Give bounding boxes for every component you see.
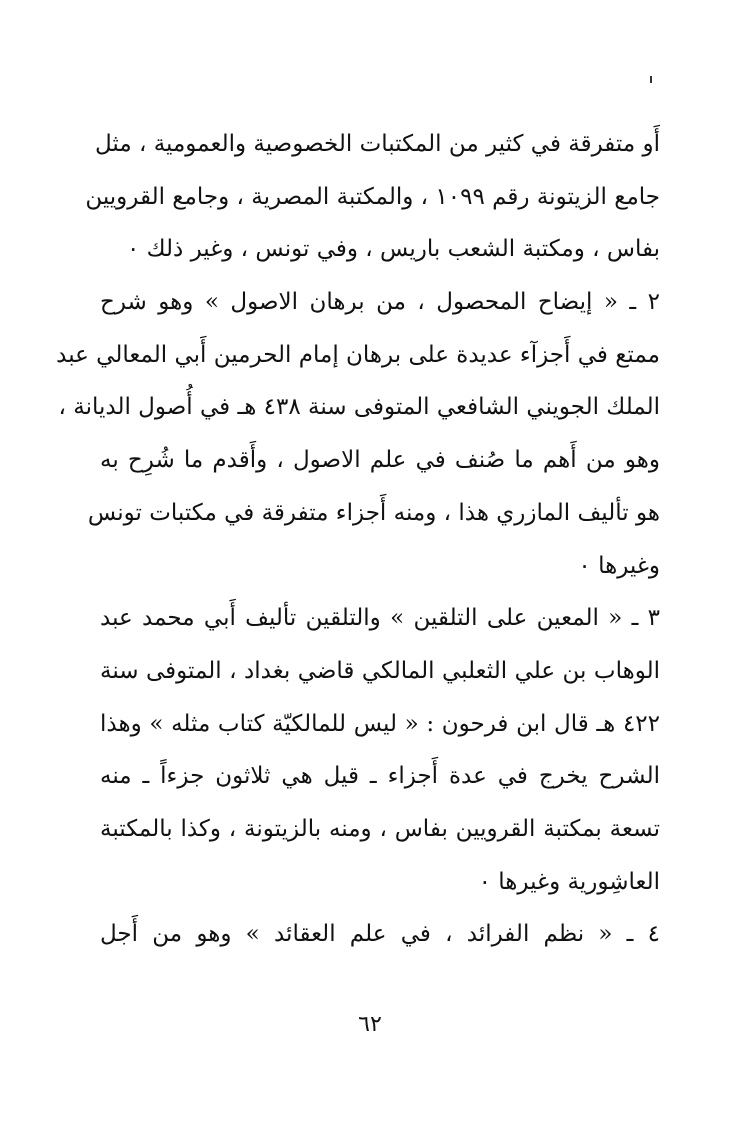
text-line: وغيرها ٠: [578, 552, 660, 579]
text-line: تسعة بمكتبة القرويين بفاس ، ومنه بالزيتونة ، وكذا بالمكتبة: [100, 815, 660, 842]
text-line: جامع الزيتونة رقم ١٠٩٩ ، والمكتبة المصرية ، وجامع القرويين: [85, 183, 660, 210]
text-line: ممتع في أَجزآء عديدة على برهان إمام الحرمين أَبي المعالي عبد: [56, 341, 660, 368]
body-text: [56, 118, 660, 961]
text-line: الشرح يخرج في عدة أَجزاء ـ قيل هي ثلاثون جزءاً ـ منه: [100, 763, 660, 790]
page-number: ٦٢: [358, 1012, 382, 1037]
text-line: ٢ ـ « إيضاح المحصول ، من برهان الاصول » وهو شرح: [100, 289, 660, 316]
text-line: وهو من أَهم ما صُنف في علم الاصول ، وأَقدم ما شُرِح به: [100, 447, 660, 474]
text-line: أَو متفرقة في كثير من المكتبات الخصوصية والعمومية ، مثل: [94, 131, 660, 157]
text-line: ٣ ـ « المعين على التلقين » والتلقين تأليف أَبي محمد عبد: [100, 605, 660, 632]
text-line: الوهاب بن علي الثعلبي المالكي قاضي بغداد ، المتوفى سنة: [100, 657, 660, 684]
text-line: العاشِورية وغيرها ٠: [478, 868, 660, 895]
text-line: الملك الجويني الشافعي المتوفى سنة ٤٣٨ هـ في أُصول الديانة ،: [58, 394, 660, 421]
text-line: ٤٢٢ هـ قال ابن فرحون : « ليس للمالكيّة كتاب مثله » وهذا: [100, 710, 660, 737]
print-mark: [650, 76, 652, 83]
text-line: ٤ ـ « نظم الفرائد ، في علم العقائد » وهو من أَجل: [100, 921, 660, 948]
text-line: هو تأليف المازري هذا ، ومنه أَجزاء متفرقة في مكتبات تونس: [87, 499, 660, 526]
text-line: بفاس ، ومكتبة الشعب باريس ، وفي تونس ، وغير ذلك ٠: [126, 236, 660, 263]
